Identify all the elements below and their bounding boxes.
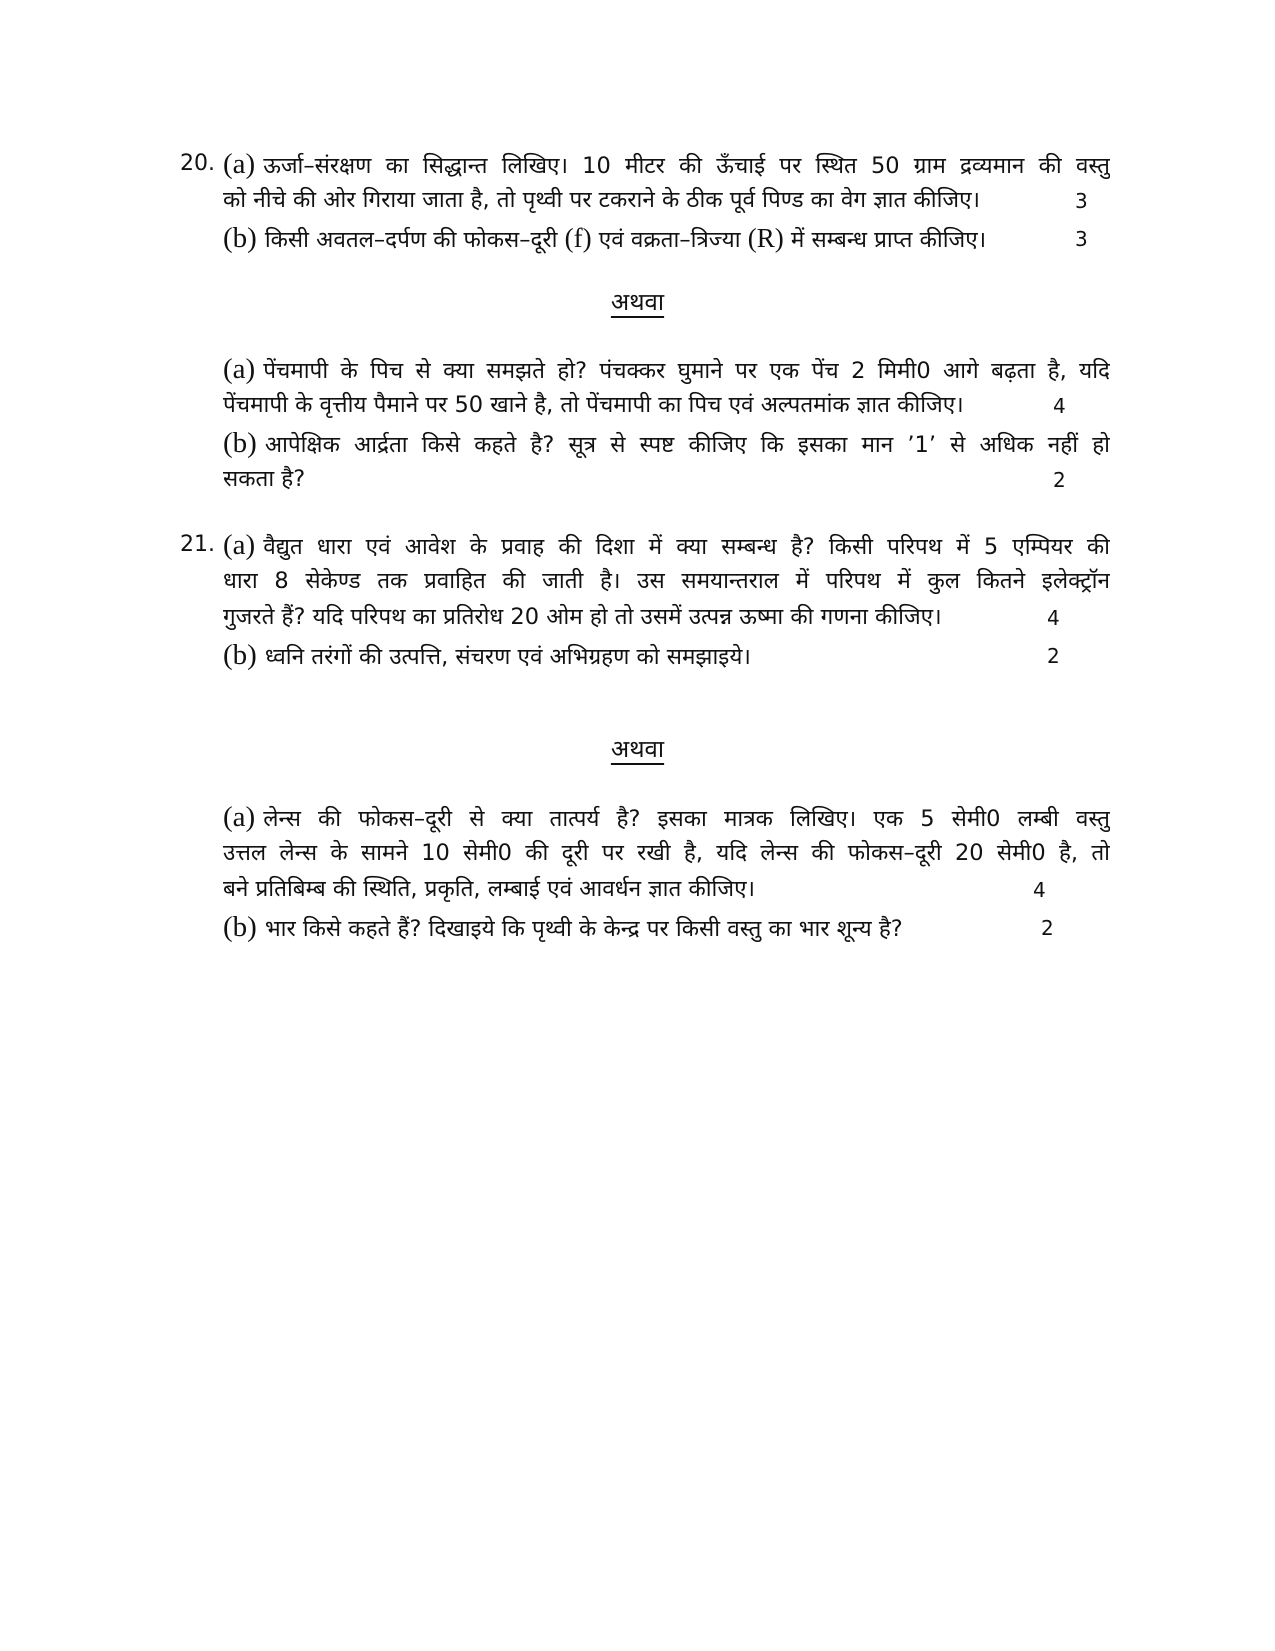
question-20-alt-b — [223, 425, 1110, 497]
question-20-alt-a — [223, 351, 1110, 423]
part-label: (a) — [223, 148, 256, 180]
question-text-line: (b) ध्वनि तरंगों की उत्पत्ति, संचरण एवं अभिग्रहण को समझाइये। 2 — [223, 637, 1110, 673]
question-text-line: (b) भार किसे कहते हैं? दिखाइये कि पृथ्वी के केन्द्र पर किसी वस्तु का भार शून्य है? 2 — [223, 909, 1110, 945]
question-text-line: धारा 8 सेकेण्ड तक प्रवाहित की जाती है। उस समयान्तराल में परिपथ में कुल कितने इलेक्ट्रॉन — [223, 568, 1110, 594]
question-text-line: बने प्रतिबिम्ब की स्थिति, प्रकृति, लम्बाई एवं आवर्धन ज्ञात कीजिए। 4 — [223, 871, 1110, 907]
question-21-alt-b — [223, 909, 1110, 945]
marks: 4 — [1033, 878, 1046, 902]
part-label: (b) — [223, 639, 257, 671]
or-heading: अथवा — [610, 735, 665, 763]
question-text-line: सकता है? 2 — [223, 461, 1110, 497]
question-20 — [180, 146, 1110, 256]
question-text-line: (a) पेंचमापी के पिच से क्या समझते हो? पंचक्कर घुमाने पर एक पेंच 2 मिमी0 आगे बढ़ता है, यदि — [223, 353, 1110, 385]
question-21b — [223, 637, 1110, 673]
symbol-r: (R) — [747, 223, 784, 253]
question-number: 20. — [180, 151, 215, 176]
question-21-alt-a — [223, 799, 1110, 907]
question-number: 21. — [180, 532, 215, 557]
marks: 4 — [1053, 394, 1066, 418]
marks: 4 — [1047, 606, 1060, 630]
question-text-line: गुजरते हैं? यदि परिपथ का प्रतिरोध 20 ओम हो तो उसमें उत्पन्न ऊष्मा की गणना कीजिए। 4 — [223, 599, 1110, 635]
part-label: (b) — [223, 427, 257, 459]
part-label: (b) — [223, 222, 257, 254]
question-text-line: (a) ऊर्जा–संरक्षण का सिद्धान्त लिखिए। 10 मीटर की ऊँचाई पर स्थित 50 ग्राम द्रव्यमान की वस्तु — [223, 148, 1110, 180]
question-text-line: (a) वैद्युत धारा एवं आवेश के प्रवाह की दिशा में क्या सम्बन्ध है? किसी परिपथ में 5 एम्पियर की — [223, 529, 1110, 561]
marks: 2 — [1047, 644, 1060, 668]
marks: 3 — [1075, 227, 1088, 251]
question-text-line: (b) आपेक्षिक आर्द्रता किसे कहते है? सूत्र से स्पष्ट कीजिए कि इसका मान ’1’ से अधिक नहीं हो — [223, 427, 1110, 459]
question-text-line: को नीचे की ओर गिराया जाता है, तो पृथ्वी पर टकराने के ठीक पूर्व पिण्ड का वेग ज्ञात कीजिए। 3 — [223, 182, 1110, 218]
question-21 — [180, 527, 1110, 673]
question-20a — [223, 146, 1110, 218]
or-heading: अथवा — [610, 288, 665, 316]
part-label: (b) — [223, 911, 257, 943]
question-text-line: (a) लेन्स की फोकस–दूरी से क्या तात्पर्य है? इसका मात्रक लिखिए। एक 5 सेमी0 लम्बी वस्तु — [223, 801, 1110, 833]
marks: 2 — [1041, 916, 1054, 940]
question-text-line: उत्तल लेन्स के सामने 10 सेमी0 की दूरी पर रखी है, यदि लेन्स की फोकस–दूरी 20 सेमी0 है, तो — [223, 840, 1110, 866]
marks: 3 — [1075, 189, 1088, 213]
part-label: (a) — [223, 353, 256, 385]
question-20b — [223, 220, 1110, 256]
marks: 2 — [1053, 468, 1066, 492]
question-20-alternative — [180, 351, 1110, 497]
question-21a — [223, 527, 1110, 635]
part-label: (a) — [223, 801, 256, 833]
question-21-alternative — [180, 799, 1110, 945]
symbol-f: (f) — [564, 223, 592, 253]
question-text-line: पेंचमापी के वृत्तीय पैमाने पर 50 खाने है, तो पेंचमापी का पिच एवं अल्पतमांक ज्ञात कीजिए। 4 — [223, 387, 1110, 423]
question-text-line: (b) किसी अवतल–दर्पण की फोकस–दूरी (f) एवं वक्रता–त्रिज्या (R) में सम्बन्ध प्राप्त कीजिए। 3 — [223, 220, 1110, 256]
part-label: (a) — [223, 529, 256, 561]
